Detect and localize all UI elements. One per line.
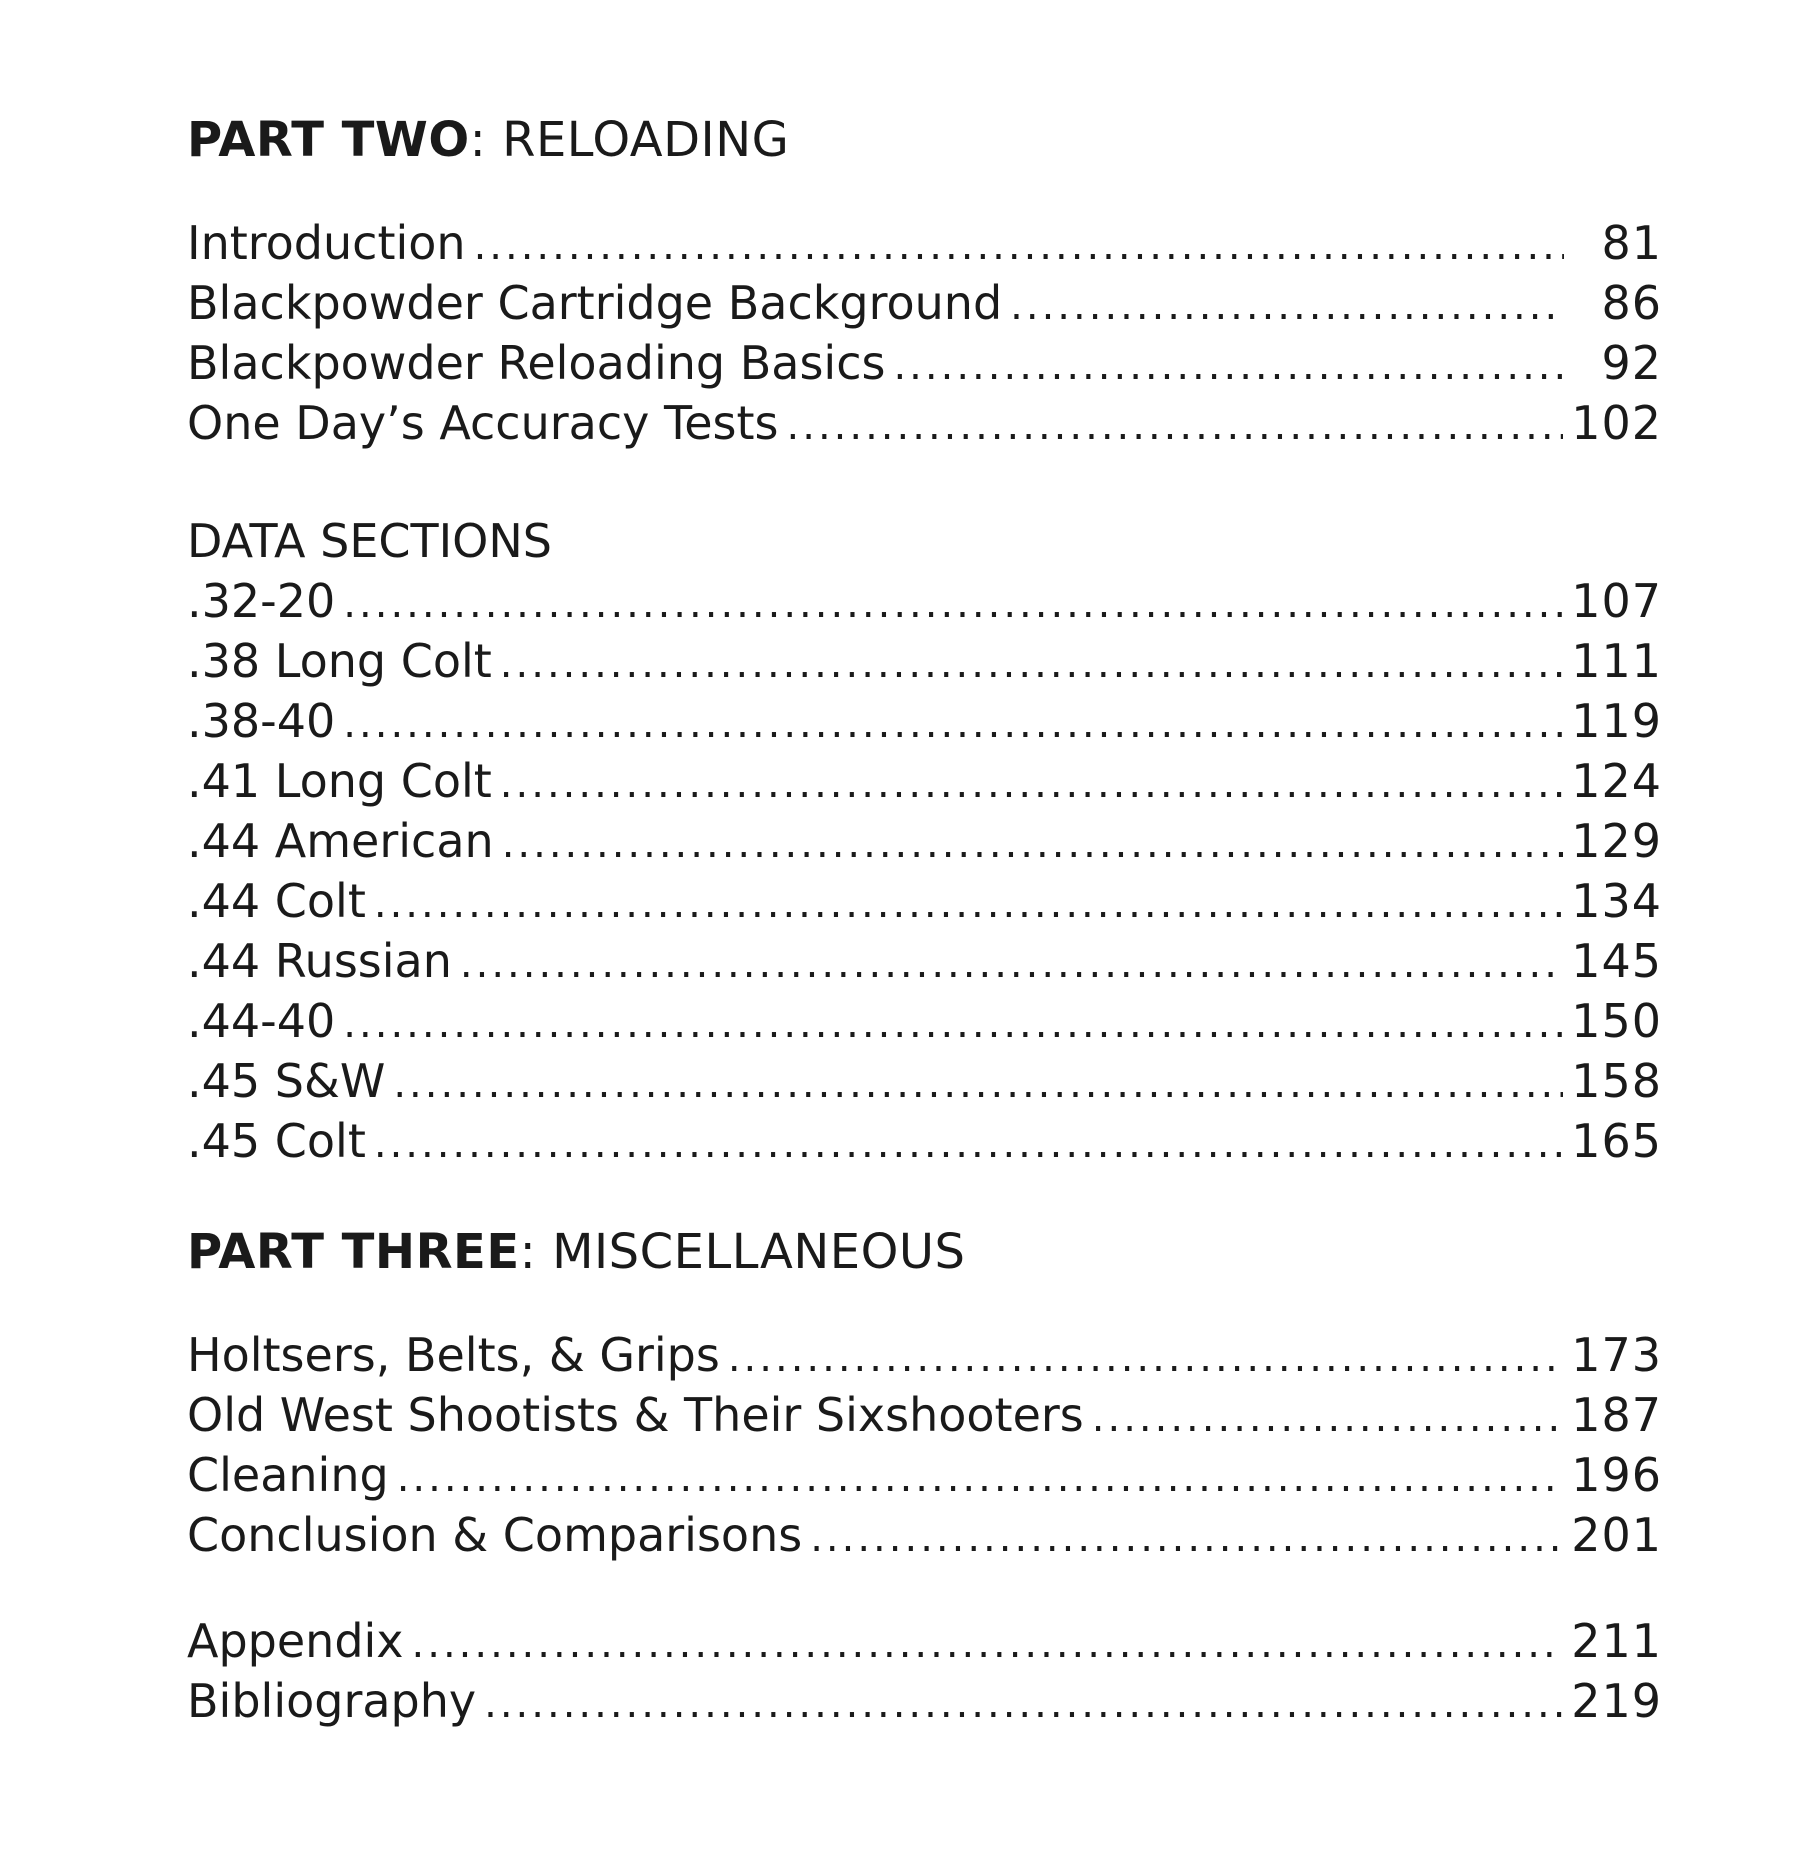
back-matter-list [187,1611,1662,1731]
toc-entry-title: One Day’s Accuracy Tests [187,396,779,450]
toc-entry[interactable] [187,1325,1662,1385]
toc-entry-title: Blackpowder Reloading Basics [187,336,886,390]
toc-entry-page: 196 [1571,1448,1662,1502]
toc-entry-page: 145 [1571,934,1662,988]
dot-leader [343,574,1563,634]
toc-entry[interactable] [187,631,1662,691]
toc-entry-page: 150 [1571,994,1662,1048]
toc-entry[interactable] [187,871,1662,931]
toc-entry-page: 86 [1601,276,1662,330]
toc-entry-title: Blackpowder Cartridge Background [187,276,1003,330]
dot-leader [728,1328,1563,1388]
toc-entry[interactable] [187,213,1662,273]
toc-entry[interactable] [187,751,1662,811]
dot-leader [343,994,1563,1054]
toc-entry-page: 124 [1571,754,1662,808]
toc-entry[interactable] [187,1505,1662,1565]
toc-entry[interactable] [187,991,1662,1051]
toc-entry-title: .44 Colt [187,874,366,928]
part-three-list [187,1325,1662,1565]
dot-leader [787,396,1564,456]
toc-entry-title: Old West Shootists & Their Sixshooters [187,1388,1084,1442]
dot-leader [412,1614,1564,1674]
toc-entry-title: .38-40 [187,694,336,748]
toc-entry-page: 119 [1571,694,1662,748]
part-three-heading [187,1217,1662,1287]
toc-entry-page: 81 [1601,216,1662,270]
dot-leader [810,1508,1563,1568]
toc-entry[interactable] [187,1051,1662,1111]
toc-entry[interactable] [187,393,1662,453]
toc-entry-title: .41 Long Colt [187,754,492,808]
part-three-title: : MISCELLANEOUS [519,1224,966,1280]
toc-entry-page: 187 [1571,1388,1662,1442]
toc-entry[interactable] [187,571,1662,631]
toc-entry-page: 173 [1571,1328,1662,1382]
toc-entry[interactable] [187,931,1662,991]
toc-entry[interactable] [187,333,1662,393]
toc-entry-title: .44 American [187,814,494,868]
dot-leader [1010,276,1564,336]
toc-entry-page: 211 [1571,1614,1662,1668]
toc-entry-title: Appendix [187,1614,404,1668]
data-sections-list [187,571,1662,1171]
toc-entry-page: 158 [1571,1054,1662,1108]
dot-leader [893,336,1564,396]
toc-entry-page: 219 [1571,1674,1662,1728]
dot-leader [374,1114,1563,1174]
toc-entry-page: 165 [1571,1114,1662,1168]
toc-entry-page: 201 [1571,1508,1662,1562]
toc-entry[interactable] [187,1611,1662,1671]
dot-leader [502,814,1564,874]
toc-entry-title: Conclusion & Comparisons [187,1508,803,1562]
toc-entry-page: 134 [1571,874,1662,928]
toc-entry-title: .45 Colt [187,1114,366,1168]
toc-entry[interactable] [187,811,1662,871]
part-two-title: : RELOADING [469,112,790,168]
part-two-heading [187,105,1662,175]
toc-entry-title: .44 Russian [187,934,452,988]
dot-leader [393,1054,1563,1114]
dot-leader [374,874,1563,934]
toc-entry[interactable] [187,1671,1662,1731]
dot-leader [500,754,1563,814]
toc-entry[interactable] [187,1445,1662,1505]
data-sections-label: DATA SECTIONS [187,514,552,568]
toc-entry-page: 92 [1601,336,1662,390]
dot-leader [1092,1388,1563,1448]
dot-leader [474,216,1564,276]
toc-entry-title: .45 S&W [187,1054,386,1108]
toc-entry[interactable] [187,1111,1662,1171]
part-two-list [187,213,1662,453]
dot-leader [460,934,1563,994]
toc-entry-title: Holtsers, Belts, & Grips [187,1328,720,1382]
part-three-number: PART THREE [187,1224,520,1280]
toc-entry-page: 129 [1571,814,1662,868]
toc-entry-title: Cleaning [187,1448,389,1502]
dot-leader [397,1448,1564,1508]
dot-leader [484,1674,1563,1734]
toc-entry[interactable] [187,273,1662,333]
toc-entry-title: .38 Long Colt [187,634,492,688]
part-two-number: PART TWO [187,112,470,168]
toc-entry[interactable] [187,1385,1662,1445]
table-of-contents [187,105,1662,1731]
toc-entry[interactable] [187,691,1662,751]
toc-entry-title: .44-40 [187,994,336,1048]
dot-leader [343,694,1563,754]
toc-entry-page: 111 [1571,634,1662,688]
toc-entry-page: 102 [1571,396,1662,450]
toc-entry-title: Bibliography [187,1674,477,1728]
toc-entry-page: 107 [1571,574,1662,628]
toc-entry-title: Introduction [187,216,466,270]
toc-entry-title: .32-20 [187,574,336,628]
dot-leader [500,634,1563,694]
